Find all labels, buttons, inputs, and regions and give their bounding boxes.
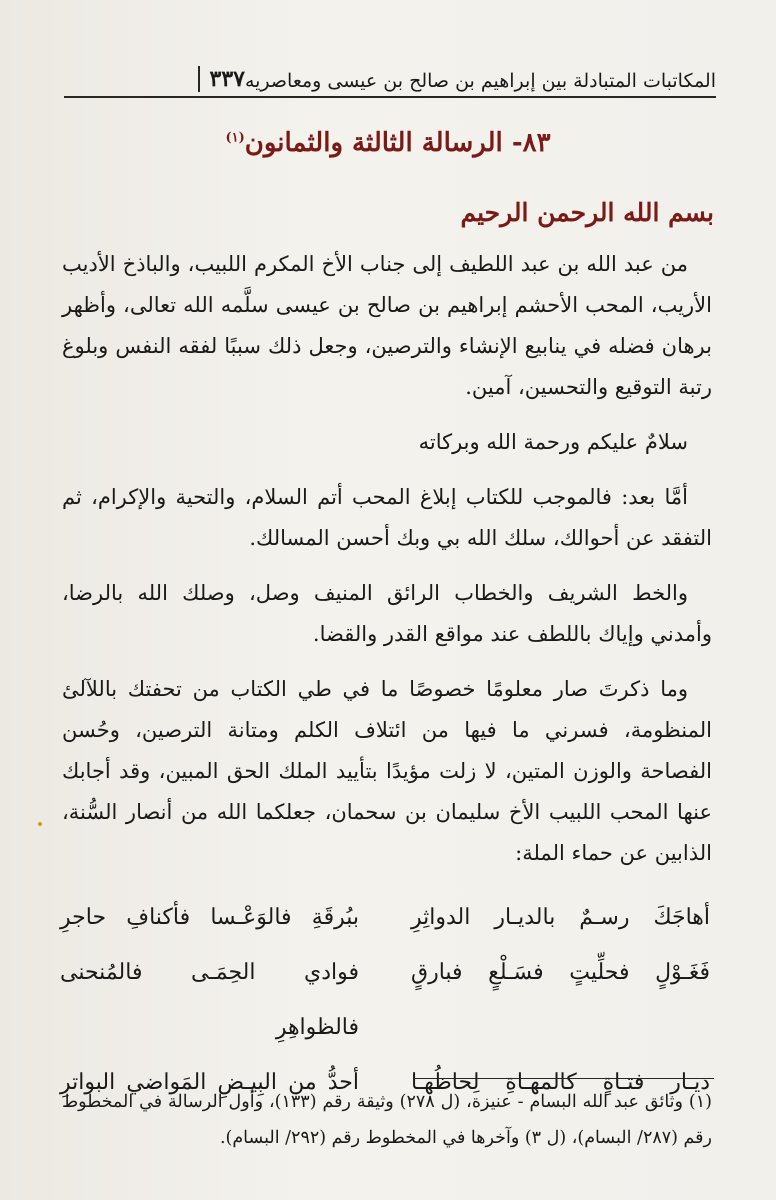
running-title: المكاتبات المتبادلة بين إبراهيم بن صالح بن عيسى ومعاصريه [244,70,716,92]
poem-verse [60,945,710,1055]
verse-second-hemistich: فوادي الحِمَـى فالمُنحنى فالظواهِرِ [60,960,359,1040]
paragraph-poem-intro: وما ذكرتَ صار معلومًا خصوصًا ما في طي الكتاب من تحفتك باللآلئ المنظومة، فسرني ما فيها من ائتلاف الكلم ومتانة الترصين، وحُسن الفصاحة والوزن المتين، لا زلت مؤيدًا بتأييد الملك الحق المبين، وقد أجابك عنها المحب اللبيب الأخ سليمان بن سحمان، جعلكما الله من أنصار السُّنة، الذابين عن حماء الملة: [62,677,712,865]
footnote-marker: (١) [225,130,245,146]
footnote-divider [414,1078,714,1079]
verse-first-hemistich: فَغَـوْلٍ فحلِّيتٍ فسَـلْعٍ فبارقٍ [411,960,710,985]
running-header [64,52,716,98]
poem [60,890,710,1110]
print-speck [38,822,42,826]
verse-first-hemistich: أهاجَكَ رسـمٌ بالديـار الدواثِرِ [411,905,710,930]
letter-title-text: ٨٣- الرسالة الثالثة والثمانون [244,128,551,158]
basmala: بسم الله الرحمن الرحيم [460,198,714,227]
poem-verse [60,890,710,945]
verse-first-hemistich: ديـار فتـاةٍ كالمهـاةِ لِحاظُهـا [411,1070,710,1095]
paragraph-salutation: من عبد الله بن عبد اللطيف إلى جناب الأخ المكرم اللبيب، والباذخ الأديب الأريب، المحب الأحشم إبراهيم بن صالح بن عيسى سلَّمه الله تعالى، وأظهر برهان فضله في ينابيع الإنشاء والترصين، وجعل ذلك سببًا لفقه النفس وبلوغ رتبة التوقيع والتحسين، آمين. [62,252,712,399]
letter-title [0,128,776,158]
verse-second-hemistich: أحدُّ من البِيـضِ المَواضي البواترِ [60,1070,359,1095]
paragraph-letter-received: والخط الشريف والخطاب الرائق المنيف وصل، وصلك الله بالرضا، وأمدني وإياك باللطف عند مواقع القدر والقضا. [62,581,712,646]
footnote: (١) وثائق عبد الله البسام - عنيزة، (ل ٢٧٨) وثيقة رقم (١٣٣)، وأول الرسالة في المخطوط رقم (٢٨٧/ البسام)، (ل ٣) وآخرها في المخطوط رقم (٢٩٢/ البسام). [62,1092,712,1148]
paragraph-greeting: سلامٌ عليكم ورحمة الله وبركاته [418,430,688,454]
paragraph-amma-bad: أمَّا بعد: فالموجب للكتاب إبلاغ المحب أتم السلام، والتحية والإكرام، ثم التفقد عن أحوالك، سلك الله بي وبك أحسن المسالك. [62,485,712,550]
page-number: ٣٣٧ [198,66,245,92]
verse-second-hemistich: ببُرقَةِ فالوَعْـسا فأكنافِ حاجرِ [60,905,359,930]
letter-body [62,244,712,874]
